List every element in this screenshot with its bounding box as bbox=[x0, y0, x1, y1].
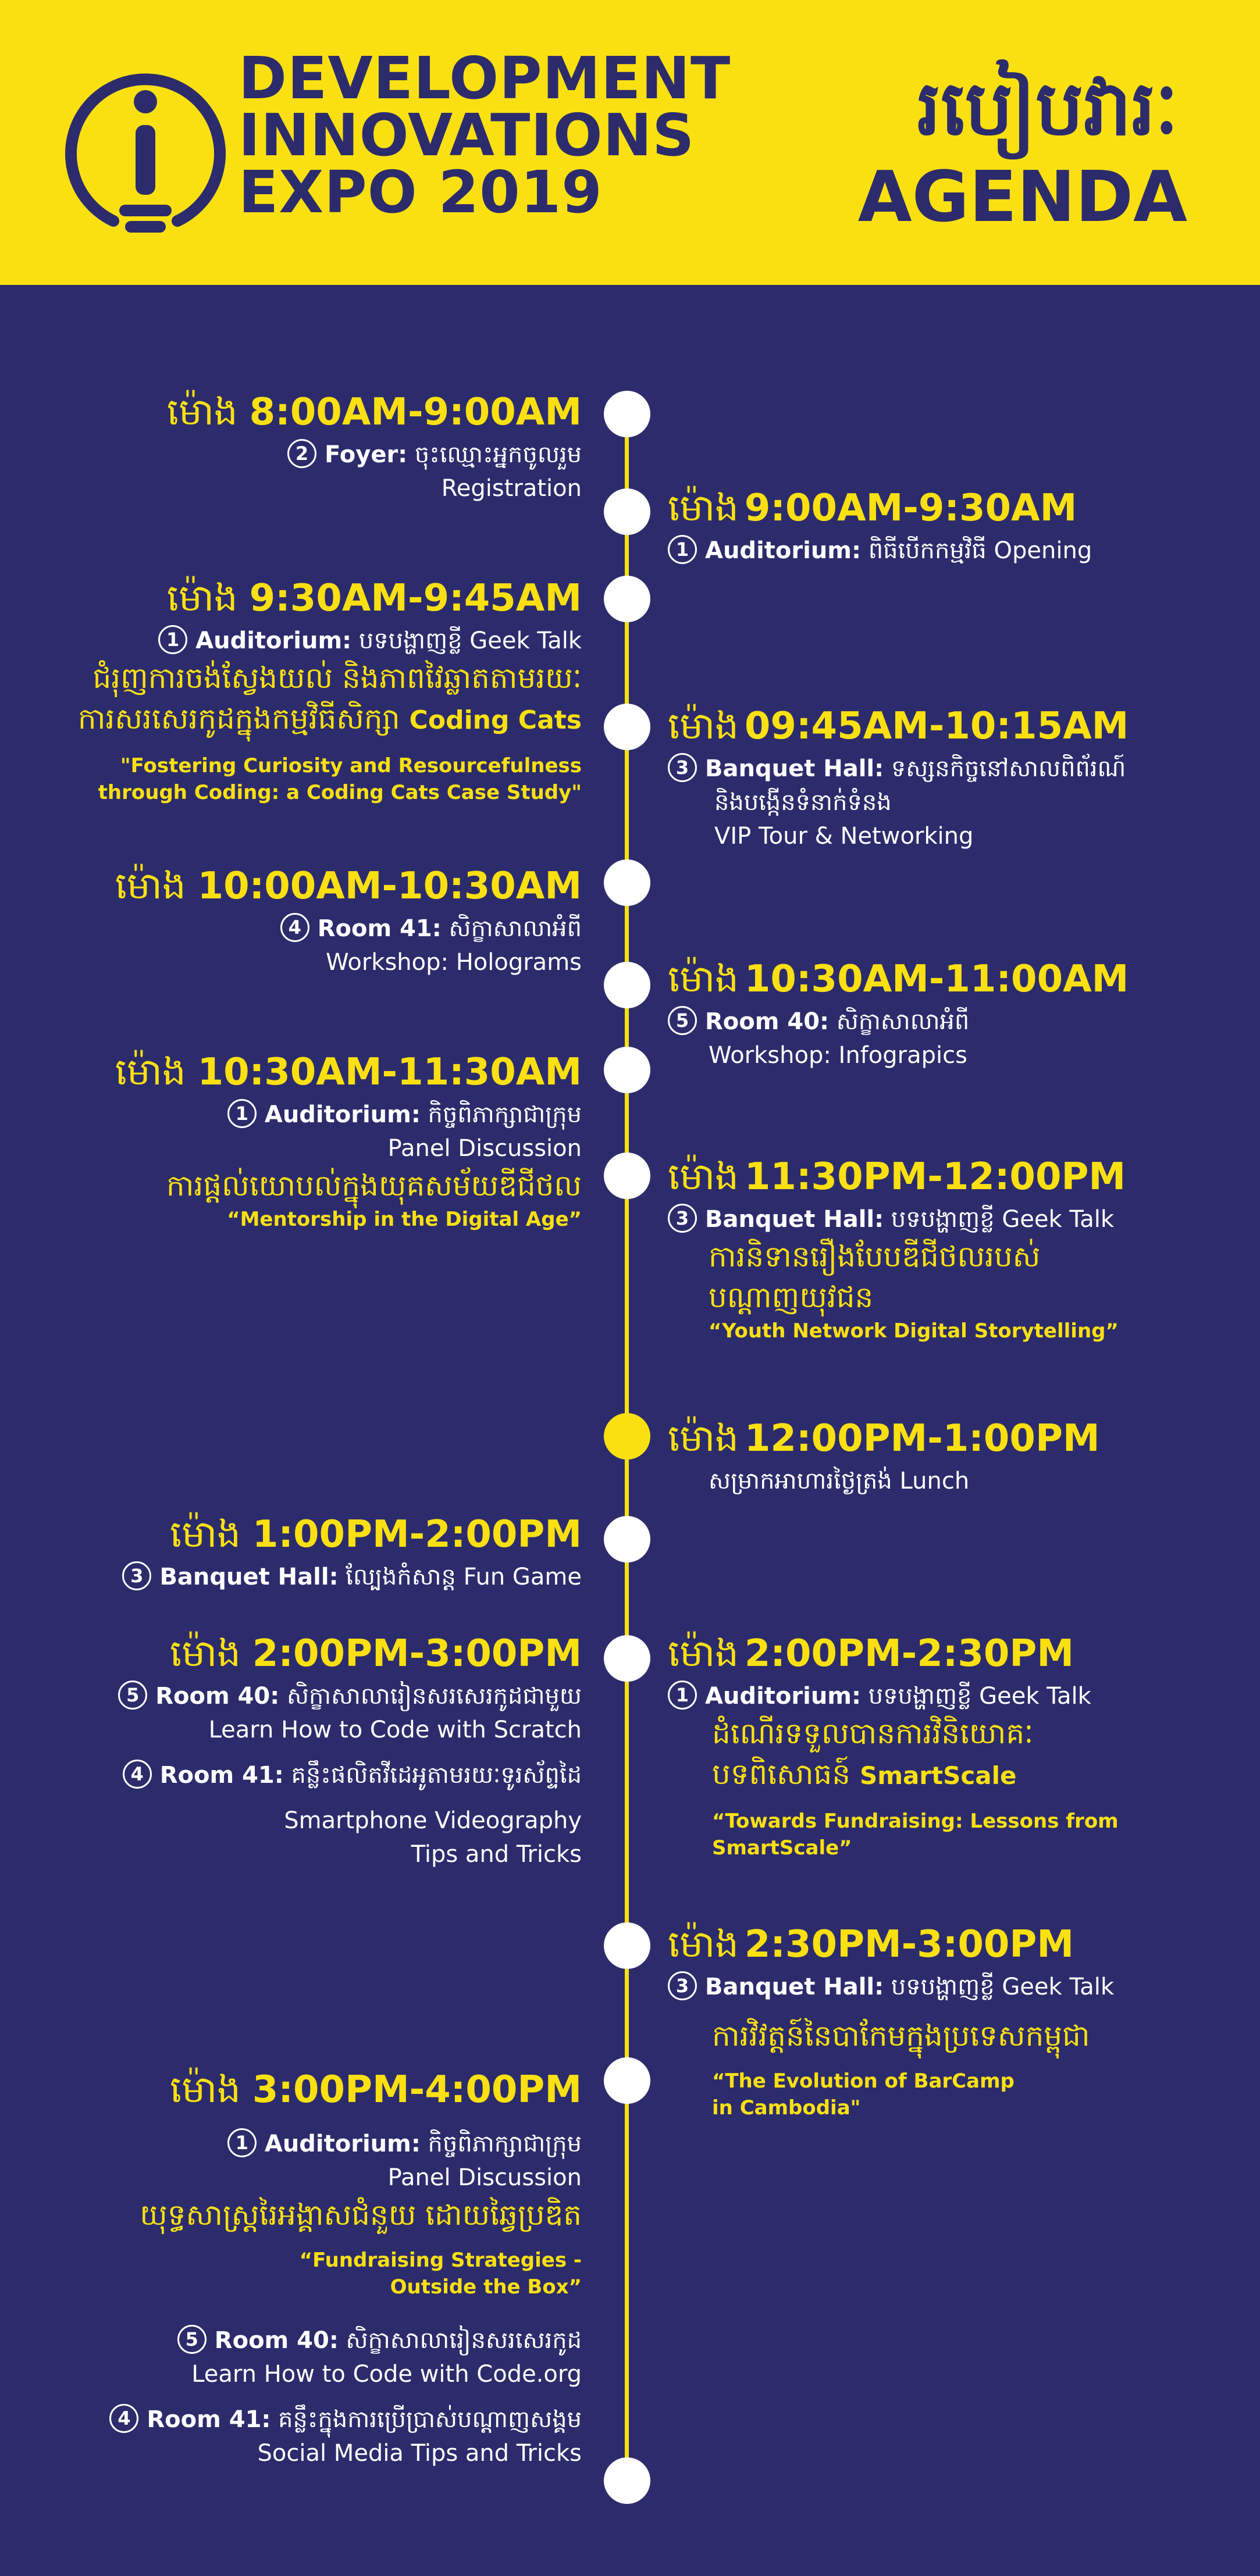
session-desc: Learn How to Code with Scratch bbox=[208, 1717, 582, 1743]
expo-title-line1: DEVELOPMENT bbox=[239, 44, 731, 112]
room-number-badge: 1 bbox=[668, 1681, 697, 1710]
expo-title-line2: INNOVATIONS bbox=[239, 101, 695, 169]
time-slot: ម៉ោង 2:00PM-2:30PM bbox=[668, 1632, 1074, 1675]
session-desc-khmer: សិក្ខាសាលារៀនសរសេរកូដជាមួយ bbox=[286, 1683, 582, 1710]
session-desc-khmer: គន្លឹះផលិតវីដេអូតាមរយៈទូរស័ព្ទដៃ bbox=[291, 1762, 582, 1789]
agenda-item bbox=[668, 1628, 1250, 1861]
time-slot: ម៉ោង 9:30AM-9:45AM bbox=[166, 577, 582, 620]
agenda-item bbox=[668, 483, 1250, 568]
timeline-node bbox=[604, 2457, 650, 2504]
session-quote: “Youth Network Digital Storytelling” bbox=[709, 1319, 1119, 1343]
agenda-title: AGENDA bbox=[857, 157, 1187, 238]
session-desc-khmer: ចុះឈ្មោះអ្នកចូលរួម bbox=[414, 441, 582, 468]
room-name: Room 40: bbox=[214, 2327, 339, 2354]
session-desc-khmer: បទបង្ហាញខ្លី bbox=[891, 1974, 995, 2000]
session-desc-khmer: បទបង្ហាញខ្លី bbox=[358, 627, 462, 654]
room-number-badge: 5 bbox=[668, 1006, 697, 1035]
session-title-khmer: បណ្តាញយុវជន bbox=[709, 1280, 874, 1314]
session-title-khmer: ការនិទានរឿងបែបឌីជីថលរបស់ bbox=[709, 1240, 1041, 1273]
session-quote: Outside the Box” bbox=[390, 2275, 582, 2299]
session-desc: Tips and Tricks bbox=[411, 1841, 582, 1868]
room-name: Banquet Hall: bbox=[705, 1974, 884, 2000]
room-name: Room 41: bbox=[147, 2406, 271, 2433]
room-number-badge: 1 bbox=[227, 2128, 257, 2157]
agenda-item bbox=[668, 1151, 1250, 1344]
room-number-badge: 2 bbox=[287, 439, 316, 468]
timeline-node bbox=[604, 391, 650, 437]
session-desc: Panel Discussion bbox=[387, 2164, 582, 2191]
session-desc: Fun Game bbox=[463, 1564, 582, 1590]
timeline-node bbox=[604, 1635, 650, 1682]
lightbulb-info-icon bbox=[64, 47, 227, 238]
room-name: Auditorium: bbox=[705, 1683, 861, 1710]
time-slot: ម៉ោង 2:00PM-3:00PM bbox=[170, 1632, 582, 1675]
room-name: Auditorium: bbox=[705, 537, 861, 564]
session-title-khmer: ការផ្តល់យោបល់ក្នុងយុគសម័យឌីជីថល bbox=[166, 1169, 582, 1203]
session-desc-khmer: ទស្សនកិច្ចនៅសាលពិព័រណ៍ bbox=[891, 755, 1126, 782]
time-slot: ម៉ោង 8:00AM-9:00AM bbox=[166, 391, 582, 434]
room-name: Banquet Hall: bbox=[705, 1206, 884, 1233]
header-banner bbox=[0, 0, 1260, 285]
session-title-khmer: ដំណើរទទួលបានការវិនិយោគៈ bbox=[712, 1717, 1034, 1750]
timeline-node bbox=[604, 1516, 650, 1562]
time-slot: ម៉ោង 10:30AM-11:30AM bbox=[115, 1051, 582, 1094]
session-quote: "Fostering Curiosity and Resourcefulness bbox=[120, 754, 582, 777]
session-title-khmer: ជំរុញការចង់ស្វែងយល់ និងភាពវៃឆ្លាតតាមរយៈ bbox=[92, 661, 582, 695]
time-slot: ម៉ោង 3:00PM-4:00PM bbox=[170, 2068, 582, 2111]
agenda-item bbox=[0, 1047, 582, 1233]
room-name: Banquet Hall: bbox=[705, 755, 884, 782]
timeline-node bbox=[604, 1047, 650, 1093]
timeline-node bbox=[604, 576, 650, 622]
session-desc-khmer: និងបង្កើនទំនាក់ទំនង bbox=[714, 789, 892, 816]
session-quote: “Fundraising Strategies - bbox=[299, 2249, 582, 2272]
agenda-item bbox=[668, 954, 1250, 1072]
room-name: Room 41: bbox=[159, 1762, 284, 1789]
session-desc-khmer: បទបង្ហាញខ្លី bbox=[891, 1206, 995, 1233]
room-name: Room 40: bbox=[705, 1008, 830, 1035]
room-name: Room 40: bbox=[155, 1683, 280, 1710]
session-desc-khmer: សិក្ខាសាលាអំពី bbox=[836, 1008, 970, 1035]
session-quote: in Cambodia" bbox=[712, 2096, 861, 2120]
timeline-node bbox=[604, 1922, 650, 1969]
room-number-badge: 1 bbox=[158, 625, 187, 654]
agenda-title-khmer: របៀបវារៈ bbox=[917, 64, 1179, 152]
timeline-node bbox=[604, 859, 650, 906]
room-number-badge: 3 bbox=[668, 753, 697, 782]
timeline-node bbox=[604, 488, 650, 535]
room-number-badge: 5 bbox=[177, 2325, 207, 2354]
timeline-node bbox=[604, 2057, 650, 2104]
session-quote: through Coding: a Coding Cats Case Study" bbox=[98, 781, 582, 804]
session-desc: Geek Talk bbox=[1002, 1206, 1115, 1233]
session-desc: Workshop: Holograms bbox=[326, 949, 582, 976]
session-desc: VIP Tour & Networking bbox=[714, 823, 974, 850]
room-number-badge: 3 bbox=[668, 1971, 697, 2000]
agenda-item bbox=[0, 1509, 582, 1594]
timeline-node bbox=[604, 962, 650, 1008]
session-desc-khmer: សម្រាកអាហារថ្ងៃត្រង់ bbox=[709, 1468, 892, 1494]
session-desc-khmer: កិច្ចពិភាក្សាជាក្រុម bbox=[428, 1101, 582, 1128]
time-slot: ម៉ោង 09:45AM-10:15AM bbox=[668, 705, 1129, 748]
room-number-badge: 1 bbox=[227, 1099, 257, 1128]
session-quote: “Towards Fundraising: Lessons from bbox=[712, 1810, 1119, 1833]
agenda-item bbox=[0, 861, 582, 979]
session-desc: Geek Talk bbox=[979, 1683, 1091, 1710]
session-title-khmer: ការសរសេរកូដក្នុងកម្មវិធីសិក្សា Coding Cats bbox=[77, 702, 582, 736]
room-number-badge: 4 bbox=[280, 913, 309, 942]
agenda-item bbox=[0, 1628, 582, 1871]
time-slot: ម៉ោង 10:00AM-10:30AM bbox=[115, 865, 582, 908]
time-slot: ម៉ោង 12:00PM-1:00PM bbox=[668, 1417, 1100, 1460]
session-desc: Registration bbox=[441, 475, 582, 502]
agenda-item bbox=[0, 2064, 582, 2470]
session-desc-khmer: កិច្ចពិភាក្សាជាក្រុម bbox=[428, 2131, 582, 2157]
time-slot: ម៉ោង 2:30PM-3:00PM bbox=[668, 1923, 1074, 1966]
room-number-badge: 1 bbox=[668, 535, 697, 564]
agenda-item bbox=[0, 573, 582, 806]
session-quote: SmartScale” bbox=[712, 1836, 852, 1860]
session-desc: Social Media Tips and Tricks bbox=[257, 2440, 582, 2467]
session-desc-khmer: គន្លឹះក្នុងការប្រើប្រាស់បណ្តាញសង្គម bbox=[278, 2406, 582, 2433]
room-number-badge: 5 bbox=[118, 1681, 147, 1710]
session-desc-khmer: បទបង្ហាញខ្លី bbox=[868, 1683, 972, 1710]
session-desc: Geek Talk bbox=[469, 627, 582, 654]
room-name: Auditorium: bbox=[195, 627, 352, 654]
session-desc: Workshop: Infograpics bbox=[709, 1042, 967, 1069]
room-number-badge: 3 bbox=[668, 1204, 697, 1233]
session-desc: Panel Discussion bbox=[387, 1135, 582, 1162]
timeline-node bbox=[604, 1153, 650, 1199]
agenda-item bbox=[0, 387, 582, 505]
session-desc-khmer: ពិធីបើកកម្មវិធី bbox=[868, 537, 987, 564]
session-desc: Opening bbox=[994, 537, 1092, 564]
session-quote: “Mentorship in the Digital Age” bbox=[227, 1208, 582, 1231]
session-desc: Learn How to Code with Code.org bbox=[191, 2361, 582, 2388]
session-desc: Lunch bbox=[899, 1468, 970, 1494]
timeline-node-highlight bbox=[604, 1413, 650, 1460]
session-desc-khmer: សិក្ខាសាលាអំពី bbox=[449, 915, 582, 942]
session-desc-khmer: សិក្ខាសាលារៀនសរសេរកូដ bbox=[346, 2327, 582, 2354]
session-quote: “The Evolution of BarCamp bbox=[712, 2070, 1015, 2093]
room-name: Room 41: bbox=[317, 915, 442, 942]
session-title-khmer: ការវិវត្តន៍នៃបាកែមក្នុងប្រទេសកម្ពុជា bbox=[712, 2019, 1090, 2053]
timeline-node bbox=[604, 704, 650, 750]
time-slot: ម៉ោង 10:30AM-11:00AM bbox=[668, 958, 1129, 1001]
agenda-item bbox=[668, 1919, 1250, 2121]
session-desc: Smartphone Videography bbox=[284, 1807, 582, 1834]
session-desc-khmer: ល្បែងកំសាន្ត bbox=[346, 1564, 456, 1590]
time-slot: ម៉ោង 1:00PM-2:00PM bbox=[170, 1513, 582, 1556]
room-number-badge: 3 bbox=[122, 1561, 151, 1590]
time-slot: ម៉ោង 9:00AM-9:30AM bbox=[668, 487, 1077, 530]
session-title-khmer: យុទ្ធសាស្ត្ររៃអង្គាសជំនួយ ដោយឆ្វៃប្រឌិត bbox=[140, 2198, 582, 2232]
room-number-badge: 4 bbox=[109, 2404, 138, 2433]
room-name: Foyer: bbox=[325, 441, 408, 468]
room-name: Banquet Hall: bbox=[159, 1564, 339, 1590]
session-desc: Geek Talk bbox=[1002, 1974, 1115, 2000]
time-slot: ម៉ោង 11:30PM-12:00PM bbox=[668, 1155, 1126, 1198]
session-title-khmer: បទពិសោធន៍ SmartScale bbox=[712, 1757, 1017, 1791]
agenda-item bbox=[668, 1413, 1250, 1498]
room-name: Auditorium: bbox=[264, 1101, 421, 1128]
room-name: Auditorium: bbox=[264, 2131, 421, 2157]
agenda-item bbox=[668, 701, 1250, 853]
room-number-badge: 4 bbox=[123, 1760, 152, 1789]
expo-title-line3: EXPO 2019 bbox=[239, 158, 603, 226]
